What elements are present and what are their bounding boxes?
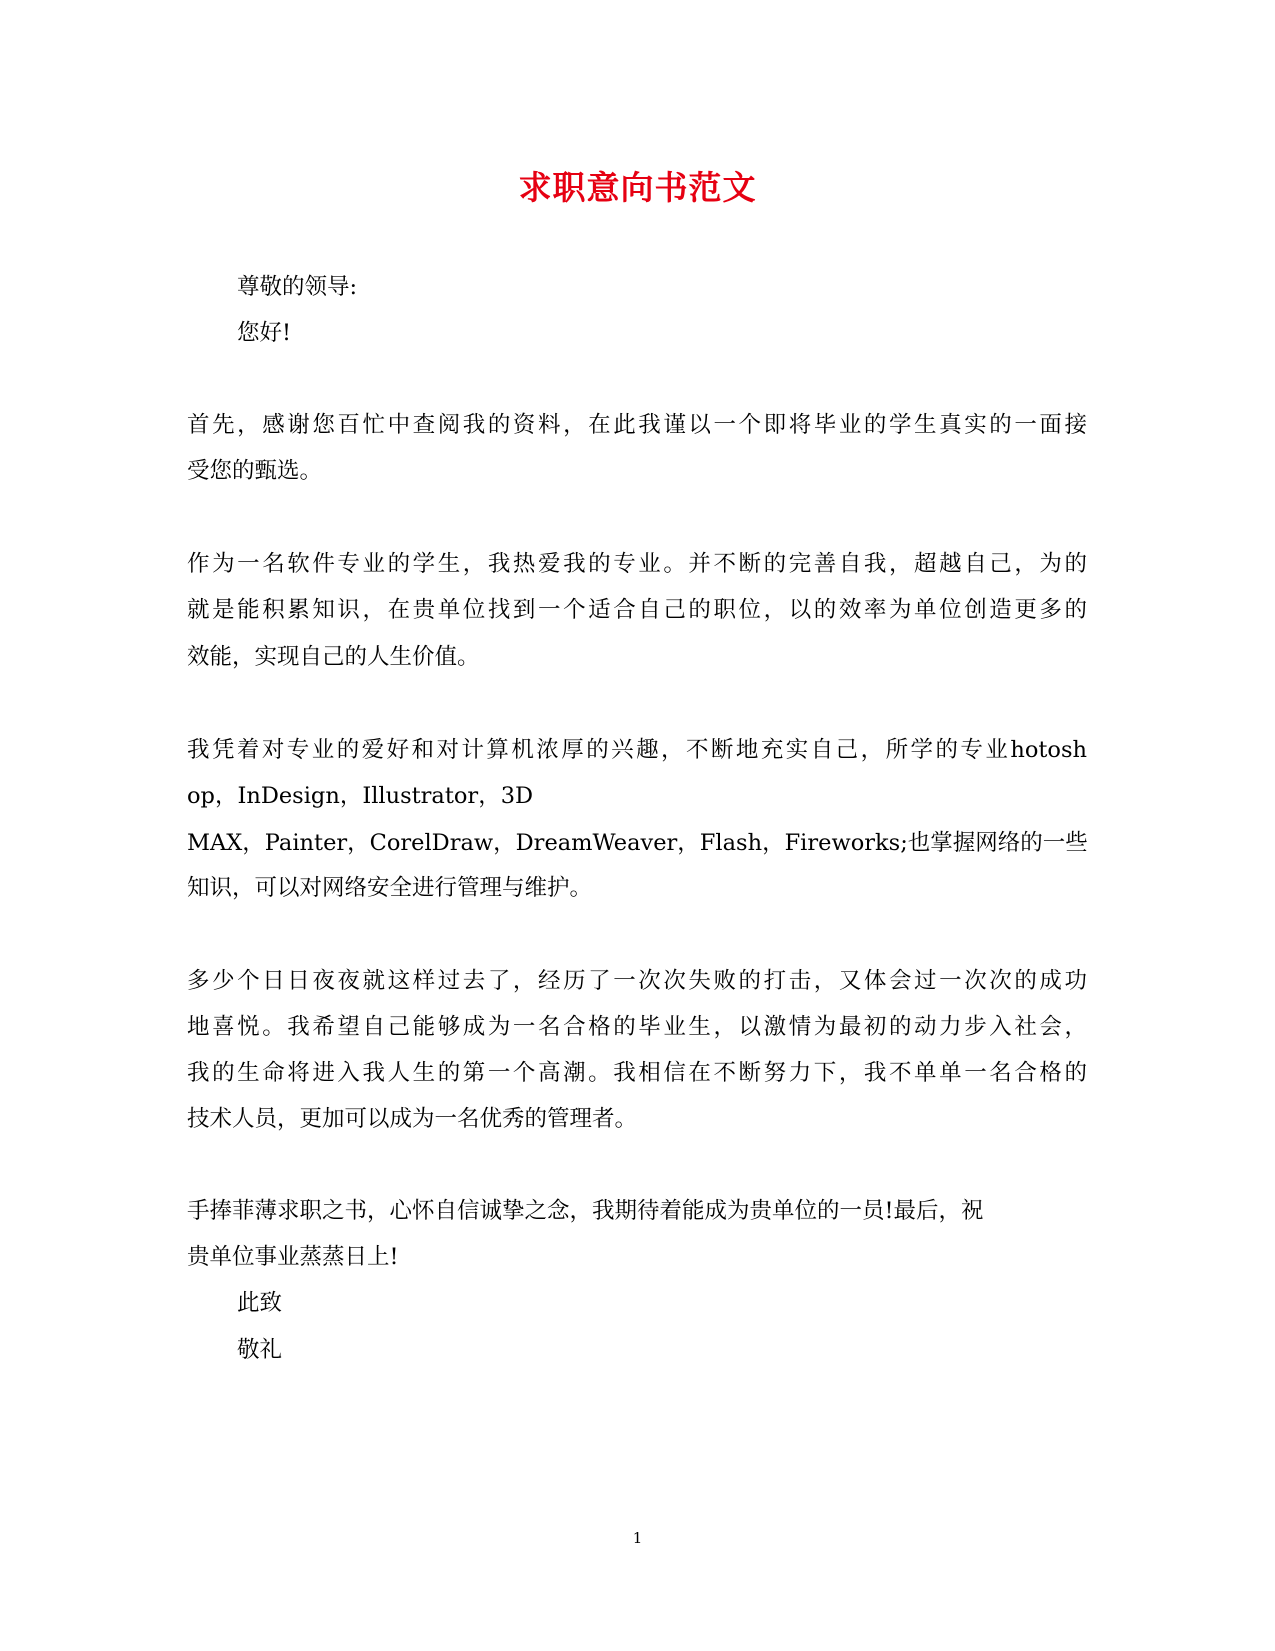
paragraph-line: 技术人员，更加可以成为一名优秀的管理者。 xyxy=(187,1106,638,1132)
paragraph-line: 地喜悦。我希望自己能够成为一名合格的毕业生，以激情为最初的动力步入社会， xyxy=(187,1014,1087,1040)
paragraph-line: 我的生命将进入我人生的第一个高潮。我相信在不断努力下，我不单单一名合格的 xyxy=(187,1060,1087,1086)
greeting: 您好! xyxy=(237,320,292,346)
document-title: 求职意向书范文 xyxy=(518,168,757,207)
paragraph-line: 效能，实现自己的人生价值。 xyxy=(187,644,480,670)
paragraph-line: 我凭着对专业的爱好和对计算机浓厚的兴趣，不断地充实自己，所学的专业hotosh xyxy=(187,737,1087,763)
closing-line-1: 此致 xyxy=(237,1290,283,1316)
paragraph-line: 作为一名软件专业的学生，我热爱我的专业。并不断的完善自我，超越自己，为的 xyxy=(187,551,1087,577)
paragraph-line: 就是能积累知识，在贵单位找到一个适合自己的职位，以的效率为单位创造更多的 xyxy=(187,597,1087,623)
salutation: 尊敬的领导: xyxy=(237,274,358,300)
paragraph-line: 首先，感谢您百忙中查阅我的资料，在此我谨以一个即将毕业的学生真实的一面接 xyxy=(187,412,1087,438)
closing-line-2: 敬礼 xyxy=(237,1337,283,1363)
paragraph-line: op，InDesign，Illustrator，3D xyxy=(187,783,534,809)
paragraph-line: 贵单位事业蒸蒸日上! xyxy=(187,1244,399,1270)
paragraph-line: 受您的甄选。 xyxy=(187,458,323,484)
paragraph-line: MAX，Painter，CorelDraw，DreamWeaver，Flash，Fireworks;也掌握网络的一些 xyxy=(187,830,1088,856)
paragraph-line: 知识，可以对网络安全进行管理与维护。 xyxy=(187,875,593,901)
paragraph-line: 多少个日日夜夜就这样过去了，经历了一次次失败的打击，又体会过一次次的成功 xyxy=(187,968,1087,994)
page-number: 1 xyxy=(632,1529,643,1547)
paragraph-line: 手捧菲薄求职之书，心怀自信诚挚之念，我期待着能成为贵单位的一员!最后，祝 xyxy=(187,1198,984,1224)
